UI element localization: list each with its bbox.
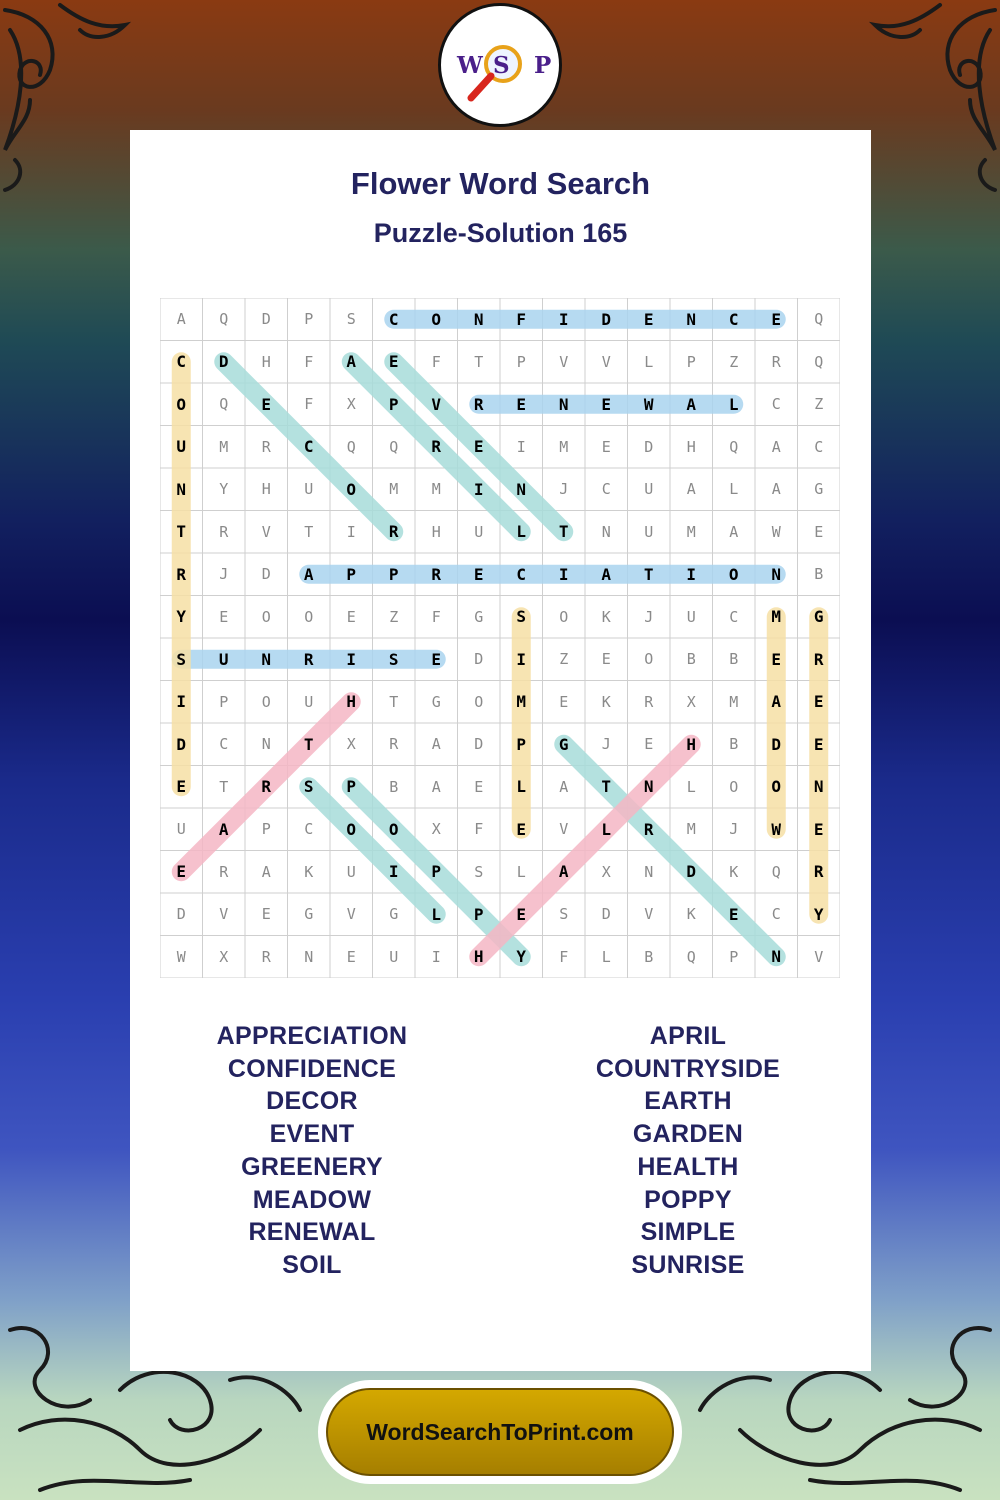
grid-cell: D [601, 309, 612, 329]
grid-cell: P [729, 947, 739, 966]
grid-cell: R [473, 394, 484, 414]
grid-cell: L [516, 522, 527, 542]
grid-cell: X [431, 820, 441, 839]
grid-cell: G [304, 905, 314, 924]
grid-cell: M [686, 522, 696, 541]
grid-cell: T [176, 522, 187, 542]
grid-cell: Q [814, 352, 824, 371]
grid-cell: V [219, 905, 229, 924]
grid-cell: R [261, 437, 271, 456]
grid-cell: X [686, 692, 696, 711]
grid-cell: W [771, 522, 781, 541]
grid-cell: R [261, 947, 271, 966]
grid-cell: G [474, 607, 484, 626]
grid-cell: R [176, 564, 187, 584]
grid-cell: B [686, 650, 696, 669]
grid-cell: I [516, 437, 526, 456]
grid-cell: L [516, 777, 527, 797]
grid-cell: F [516, 309, 527, 329]
grid-cell: N [473, 309, 484, 329]
grid-cell: A [218, 819, 229, 839]
grid-cell: N [771, 947, 782, 967]
grid-cell: S [388, 649, 399, 669]
grid-cell: D [644, 437, 654, 456]
grid-cell: A [686, 394, 697, 414]
grid-cell: H [346, 692, 357, 712]
word-list-left [162, 1020, 462, 1282]
grid-cell: E [473, 564, 484, 584]
grid-cell: D [474, 735, 484, 754]
grid-cell: E [261, 905, 271, 924]
grid-cell: R [303, 649, 314, 669]
grid-cell: S [303, 777, 314, 797]
grid-cell: U [304, 692, 314, 711]
grid-cell: S [474, 862, 484, 881]
grid-cell: J [601, 735, 611, 754]
grid-cell: T [389, 692, 399, 711]
site-banner[interactable] [318, 1380, 682, 1484]
grid-cell: P [346, 777, 357, 797]
grid-cell: M [516, 692, 527, 712]
grid-cell: M [559, 437, 569, 456]
grid-cell: R [219, 522, 229, 541]
grid-cell: R [261, 777, 272, 797]
grid-cell: E [388, 352, 399, 372]
grid-cell: J [559, 480, 569, 499]
grid-cell: E [219, 607, 229, 626]
grid-cell: E [516, 819, 527, 839]
grid-cell: U [686, 607, 696, 626]
grid-cell: Y [176, 607, 187, 627]
grid-cell: P [473, 904, 484, 924]
grid-cell: F [559, 947, 569, 966]
word-list-item: HEALTH [637, 1152, 739, 1181]
grid-cell: A [771, 692, 782, 712]
grid-cell: V [644, 905, 654, 924]
grid-cell: N [601, 522, 611, 541]
grid-cell: P [261, 820, 271, 839]
word-list-item: MEADOW [252, 1185, 372, 1214]
grid-cell: H [261, 352, 271, 371]
grid-cell: E [813, 734, 824, 754]
grid-cell: L [728, 394, 739, 414]
grid-cell: R [388, 522, 399, 542]
grid-cell: N [261, 649, 272, 669]
grid-cell: O [474, 692, 484, 711]
grid-cell: T [558, 522, 569, 542]
grid-cell: Q [346, 437, 356, 456]
page-subtitle: Puzzle-Solution 165 [373, 218, 628, 248]
grid-cell: A [261, 862, 271, 881]
grid-cell: T [303, 734, 314, 754]
grid-cell: E [431, 649, 442, 669]
grid-cell: C [303, 437, 314, 457]
grid-cell: A [176, 310, 186, 329]
grid-cell: E [728, 904, 739, 924]
grid-cells [160, 298, 840, 978]
grid-cell: V [261, 522, 271, 541]
grid-cell: A [771, 480, 781, 499]
grid-cell: J [729, 820, 739, 839]
word-list-item: EARTH [644, 1087, 732, 1116]
grid-cell: I [176, 692, 187, 712]
grid-cell: P [431, 862, 442, 882]
word-list-item: DECOR [266, 1087, 358, 1116]
grid-cell: D [176, 734, 187, 754]
grid-cell: F [431, 607, 441, 626]
page-title: Flower Word Search [350, 166, 651, 201]
top-right-ornament [860, 0, 1000, 200]
grid-cell: B [729, 735, 739, 754]
grid-cell: O [346, 479, 357, 499]
grid-cell: R [644, 692, 654, 711]
grid-cell: I [431, 947, 441, 966]
grid-cell: M [686, 820, 696, 839]
grid-cell: M [219, 437, 229, 456]
grid-cell: E [813, 692, 824, 712]
grid-cell: Z [729, 352, 739, 371]
grid-cell: X [346, 735, 356, 754]
grid-cell: K [304, 862, 314, 881]
grid-cell: O [559, 607, 569, 626]
grid-cell: O [304, 607, 314, 626]
grid-cell: U [389, 947, 399, 966]
word-list-item: APPRECIATION [216, 1022, 408, 1050]
grid-cell: Q [686, 947, 696, 966]
grid-cell: Q [771, 862, 781, 881]
grid-cell: T [474, 352, 484, 371]
logo-letter-w: W [457, 52, 483, 79]
grid-cell: Q [219, 310, 229, 329]
site-banner-pill[interactable] [326, 1388, 674, 1476]
grid-cell: C [601, 480, 611, 499]
grid-cell: U [218, 649, 229, 669]
word-list-item: GARDEN [632, 1120, 744, 1149]
grid-cell: P [388, 564, 399, 584]
grid-cell: L [516, 862, 526, 881]
grid-cell: K [601, 692, 611, 711]
grid-cell: Z [559, 650, 569, 669]
grid-cell: C [388, 309, 399, 329]
grid-cell: E [814, 522, 824, 541]
grid-cell: L [431, 904, 442, 924]
logo-letter-s: S [493, 52, 510, 79]
grid-cell: E [813, 819, 824, 839]
grid-cell: O [261, 607, 271, 626]
grid-cell: D [601, 905, 611, 924]
grid-cell: I [473, 479, 484, 499]
grid-cell: L [601, 819, 612, 839]
grid-cell: E [346, 607, 356, 626]
grid-cell: S [176, 649, 187, 669]
word-search-grid [160, 298, 840, 978]
grid-cell: O [729, 777, 739, 796]
grid-cell: W [643, 394, 654, 414]
grid-cell: C [176, 352, 187, 372]
grid-cell: H [261, 480, 271, 499]
grid-cell: G [431, 692, 441, 711]
grid-cell: D [686, 862, 697, 882]
grid-cell: G [813, 607, 824, 627]
top-left-ornament [0, 0, 140, 200]
grid-cell: V [559, 820, 569, 839]
grid-cell: G [558, 734, 569, 754]
grid-cell: N [516, 479, 527, 499]
grid-cell: E [176, 777, 187, 797]
grid-cell: E [601, 394, 612, 414]
grid-cell: O [644, 650, 654, 669]
grid-cell: E [771, 309, 782, 329]
grid-cell: Y [813, 904, 824, 924]
grid-cell: J [644, 607, 654, 626]
grid-cell: Y [516, 947, 527, 967]
grid-cell: E [261, 394, 272, 414]
word-list-item: EVENT [269, 1120, 355, 1149]
grid-cell: L [686, 777, 696, 796]
grid-cell: B [644, 947, 654, 966]
grid-cell: V [559, 352, 569, 371]
grid-cell: Q [729, 437, 739, 456]
grid-cell: N [176, 479, 187, 499]
grid-cell: G [814, 480, 824, 499]
grid-cell: K [729, 862, 739, 881]
grid-cell: E [473, 437, 484, 457]
grid-cell: H [686, 437, 696, 456]
grid-cell: X [346, 395, 356, 414]
grid-cell: R [771, 352, 781, 371]
grid-cell: C [304, 820, 314, 839]
grid-cell: U [304, 480, 314, 499]
grid-cell: Z [814, 395, 824, 414]
grid-cell: W [176, 947, 186, 966]
grid-cell: P [516, 352, 526, 371]
grid-cell: N [813, 777, 824, 797]
grid-cell: A [431, 777, 441, 796]
grid-cell: E [601, 437, 611, 456]
grid-cell: D [218, 352, 229, 372]
word-list-item: CONFIDENCE [227, 1054, 397, 1083]
word-list-item: GREENERY [241, 1152, 383, 1181]
grid-cell: C [219, 735, 229, 754]
grid-cell: D [176, 905, 186, 924]
site-link[interactable]: WordSearchToPrint.com [366, 1418, 634, 1445]
grid-cell: O [388, 819, 399, 839]
grid-cell: R [389, 735, 399, 754]
grid-cell: E [474, 777, 484, 796]
grid-cell: R [643, 819, 654, 839]
grid-cell: D [261, 310, 271, 329]
grid-cell: A [601, 564, 612, 584]
grid-cell: R [431, 564, 442, 584]
grid-cell: C [728, 309, 739, 329]
grid-cell: T [304, 522, 314, 541]
grid-cell: E [771, 649, 782, 669]
grid-cell: F [474, 820, 484, 839]
grid-cell: A [346, 352, 357, 372]
grid-cell: H [686, 734, 697, 754]
logo-letter-p: P [534, 52, 552, 79]
grid-cell: B [389, 777, 399, 796]
grid-cell: U [176, 437, 187, 457]
grid-cell: U [474, 522, 484, 541]
grid-cell: P [686, 352, 696, 371]
grid-cell: M [729, 692, 739, 711]
grid-cell: A [431, 735, 441, 754]
word-list-item: RENEWAL [248, 1218, 376, 1247]
grid-cell: A [559, 777, 569, 796]
grid-cell: Q [814, 310, 824, 329]
grid-cell: A [686, 480, 696, 499]
grid-cell: K [601, 607, 611, 626]
grid-cell: P [304, 310, 314, 329]
grid-cell: H [473, 947, 484, 967]
grid-cell: N [558, 394, 569, 414]
grid-cell: I [388, 862, 399, 882]
grid-cell: U [644, 522, 654, 541]
grid-cell: R [219, 862, 229, 881]
word-list-item: POPPY [644, 1185, 732, 1214]
grid-cell: O [771, 777, 782, 797]
grid-cell: F [431, 352, 441, 371]
grid-cell: E [516, 904, 527, 924]
grid-cell: R [813, 649, 824, 669]
grid-cell: Q [389, 437, 399, 456]
grid-cell: Y [219, 480, 229, 499]
grid-cell: M [771, 607, 782, 627]
word-list-item: COUNTRYSIDE [595, 1054, 781, 1083]
grid-cell: A [729, 522, 739, 541]
grid-cell: C [771, 905, 781, 924]
grid-cell: K [686, 905, 696, 924]
grid-cell: F [304, 395, 314, 414]
grid-cell: W [771, 819, 782, 839]
grid-cell: X [601, 862, 611, 881]
grid-cell: I [346, 522, 356, 541]
grid-cell: I [558, 564, 569, 584]
grid-cell: P [388, 394, 399, 414]
grid-cell: N [644, 862, 654, 881]
grid-cell: V [814, 947, 824, 966]
grid-cell: E [176, 862, 187, 882]
grid-cell: O [431, 309, 442, 329]
grid-cell: V [431, 394, 442, 414]
grid-cell: E [516, 394, 527, 414]
grid-cell: E [346, 947, 356, 966]
word-list-item: SIMPLE [640, 1218, 736, 1247]
grid-cell: U [644, 480, 654, 499]
grid-cell: P [346, 564, 357, 584]
grid-cell: X [219, 947, 229, 966]
grid-cell: O [728, 564, 739, 584]
grid-cell: U [346, 862, 356, 881]
grid-cell: L [729, 480, 739, 499]
grid-cell: N [261, 735, 271, 754]
grid-cell: R [431, 437, 442, 457]
word-list-item: APRIL [649, 1022, 727, 1050]
grid-cell: M [389, 480, 399, 499]
grid-cell: L [601, 947, 611, 966]
grid-cell: C [771, 395, 781, 414]
grid-cell: S [516, 607, 527, 627]
grid-cell: N [304, 947, 314, 966]
grid-cell: S [559, 905, 569, 924]
grid-cell: P [516, 734, 527, 754]
grid-cell: S [346, 310, 356, 329]
grid-cell: I [558, 309, 569, 329]
grid-cell: N [643, 777, 654, 797]
grid-cell: C [516, 564, 527, 584]
grid-cell: Z [389, 607, 399, 626]
grid-cell: R [813, 862, 824, 882]
grid-cell: E [601, 650, 611, 669]
grid-cell: D [771, 734, 782, 754]
grid-cell: C [814, 437, 824, 456]
grid-cell: E [559, 692, 569, 711]
grid-cell: B [729, 650, 739, 669]
grid-cell: T [643, 564, 654, 584]
grid-cell: T [219, 777, 229, 796]
grid-cell: V [346, 905, 356, 924]
grid-cell: J [219, 565, 229, 584]
grid-cell: U [176, 820, 186, 839]
grid-cell: E [644, 735, 654, 754]
grid-cell: F [304, 352, 314, 371]
grid-cell: D [261, 565, 271, 584]
word-list-item: SUNRISE [631, 1250, 745, 1279]
grid-cell: A [303, 564, 314, 584]
grid-cell: G [389, 905, 399, 924]
grid-cell: A [558, 862, 569, 882]
grid-cell: O [176, 394, 187, 414]
grid-cell: T [601, 777, 612, 797]
grid-cell: M [431, 480, 441, 499]
grid-cell: V [601, 352, 611, 371]
grid-cell: O [261, 692, 271, 711]
grid-cell: I [516, 649, 527, 669]
grid-cell: I [346, 649, 357, 669]
grid-cell: D [474, 650, 484, 669]
word-list-right [538, 1020, 838, 1282]
grid-cell: P [219, 692, 229, 711]
word-list-item: SOIL [282, 1250, 342, 1279]
grid-cell: N [771, 564, 782, 584]
grid-cell: A [771, 437, 781, 456]
grid-cell: Q [219, 395, 229, 414]
grid-cell: H [431, 522, 441, 541]
grid-cell: B [814, 565, 824, 584]
wsp-logo [438, 3, 562, 127]
grid-cell: N [686, 309, 697, 329]
grid-cell: L [644, 352, 654, 371]
grid-cell: O [346, 819, 357, 839]
grid-cell: E [643, 309, 654, 329]
grid-cell: C [729, 607, 739, 626]
grid-cell: I [686, 564, 697, 584]
